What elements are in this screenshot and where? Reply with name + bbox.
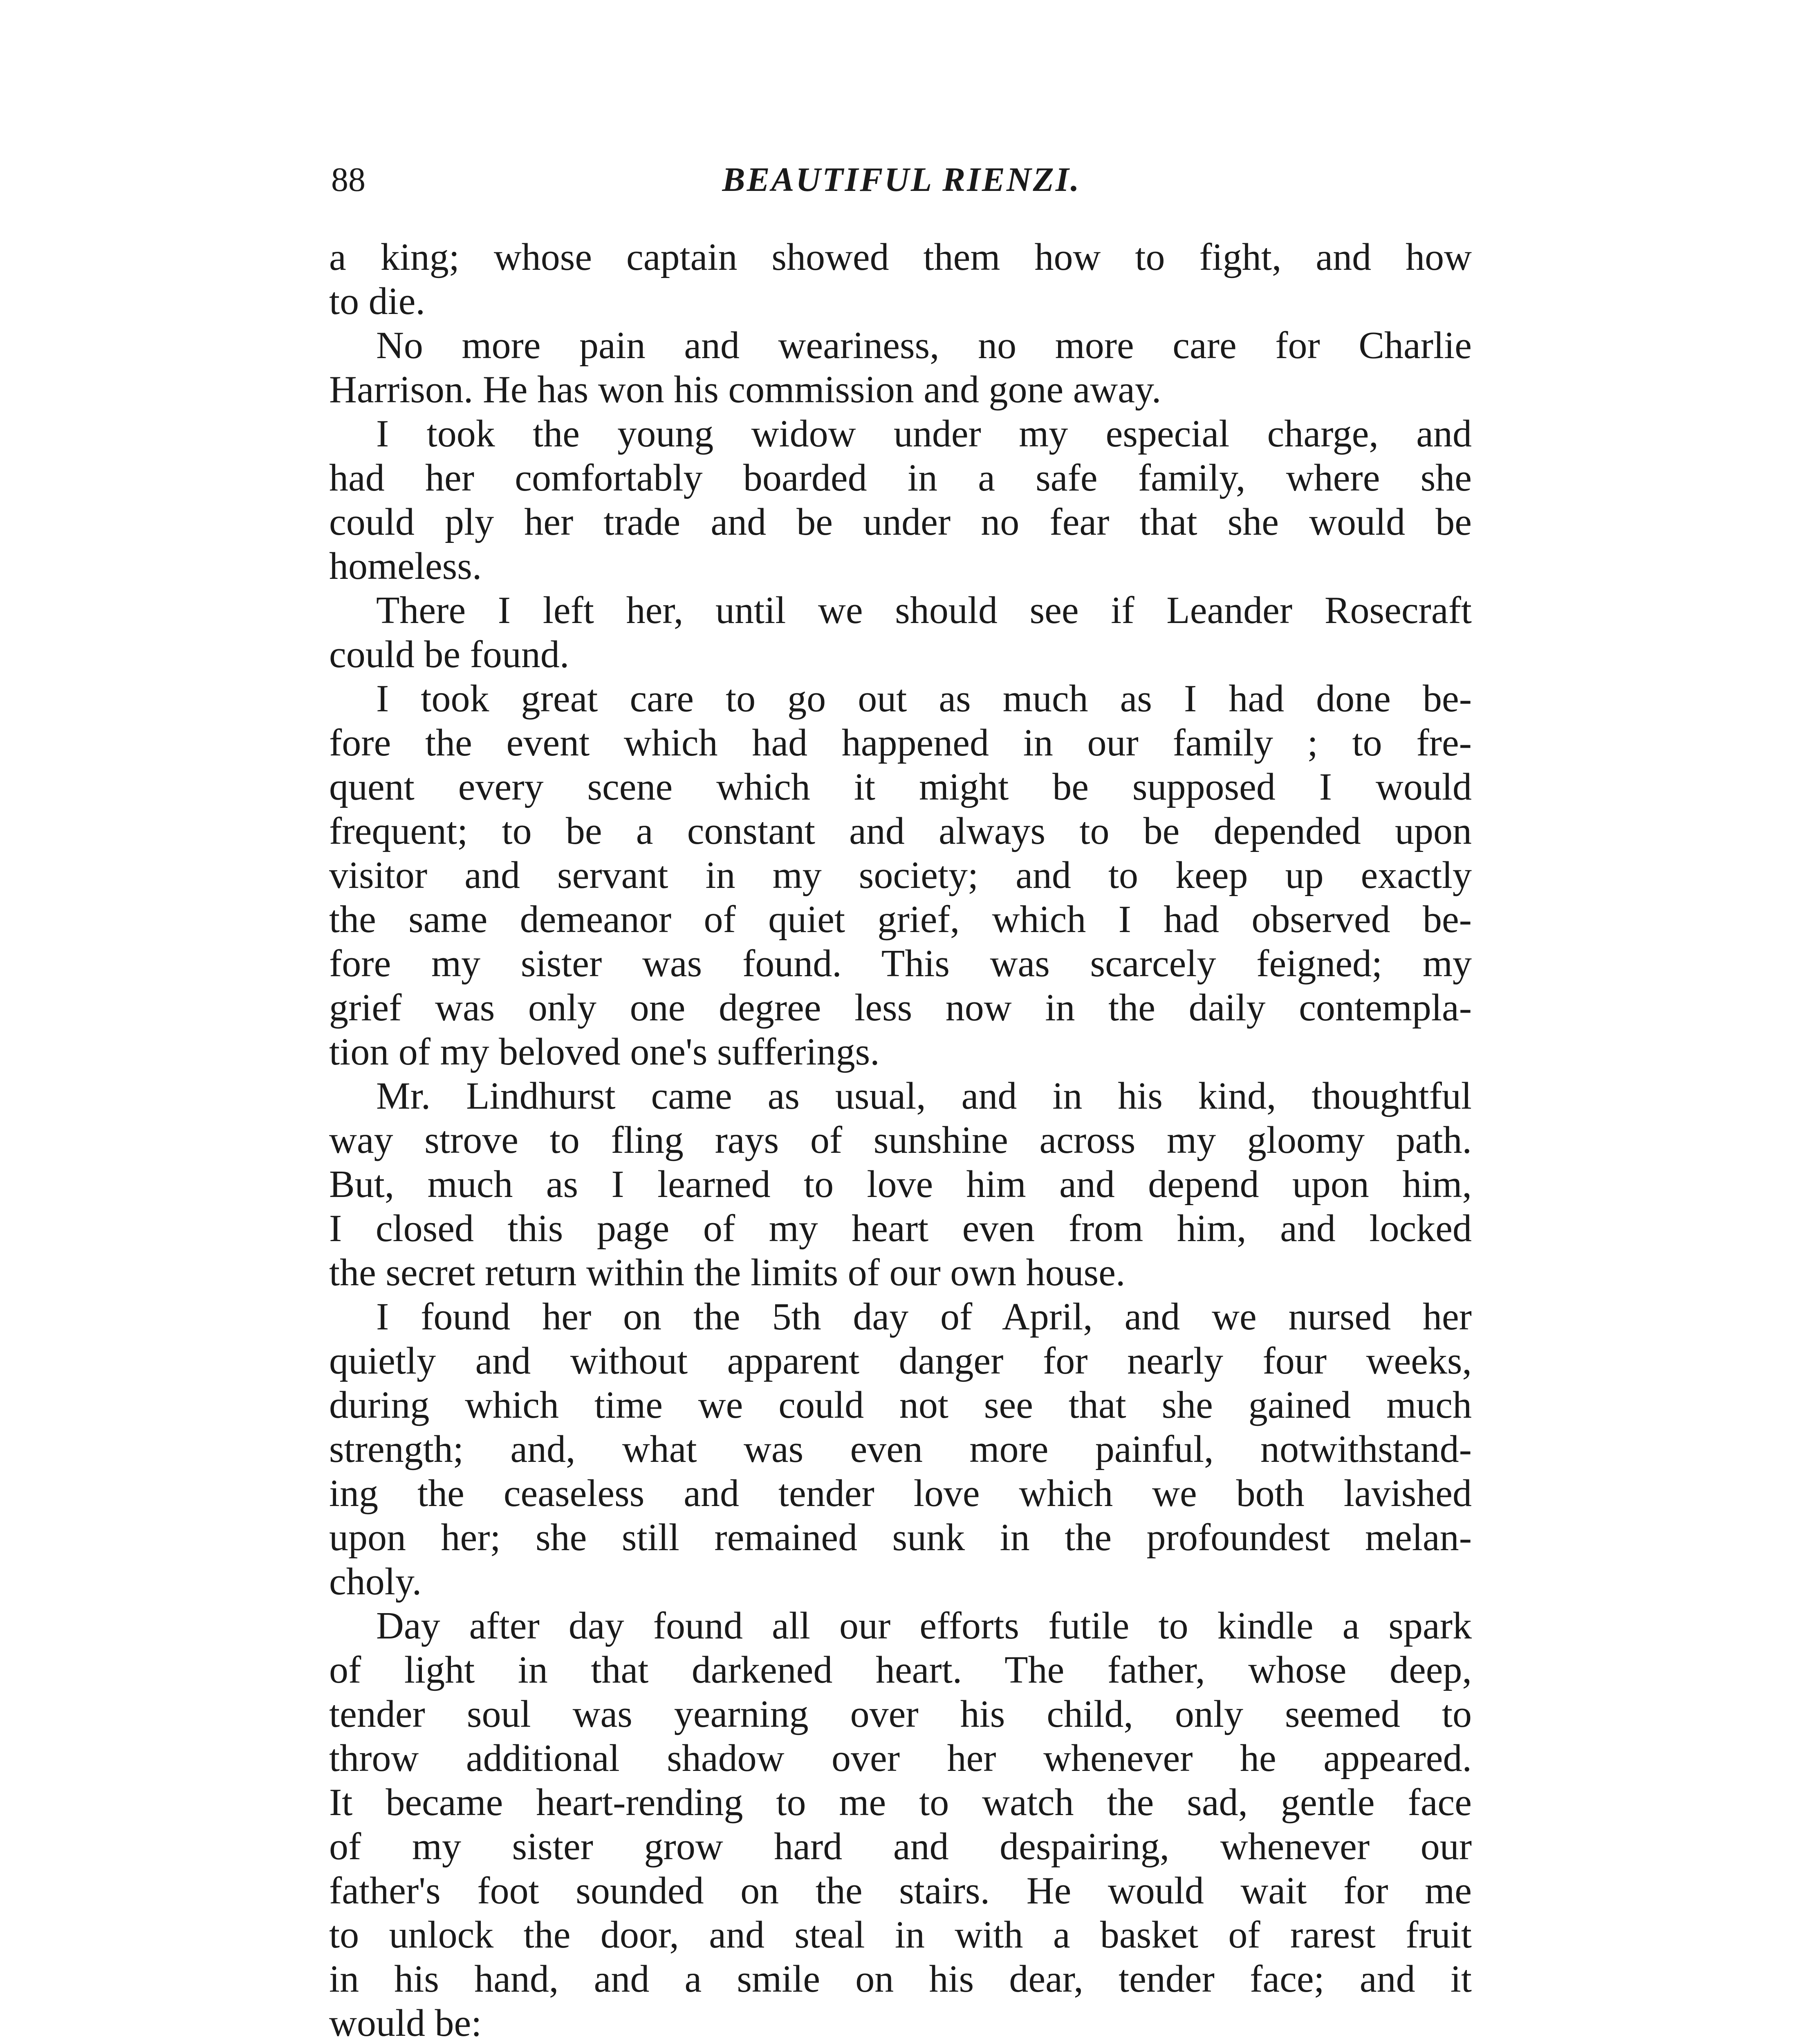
- text-line: quent every scene which it might be supposed I would: [329, 766, 1472, 808]
- body-text: [329, 235, 1472, 2044]
- text-line: I found her on the 5th day of April, and we nursed her: [376, 1295, 1472, 1338]
- text-line: No more pain and weariness, no more care for Charlie: [376, 324, 1472, 367]
- text-line: could ply her trade and be under no fear that she would be: [329, 501, 1472, 543]
- text-line: to die.: [329, 280, 425, 323]
- text-line: during which time we could not see that she gained much: [329, 1384, 1472, 1426]
- text-line: choly.: [329, 1560, 422, 1603]
- text-line: Mr. Lindhurst came as usual, and in his kind, thoughtful: [376, 1075, 1472, 1117]
- text-line: quietly and without apparent danger for nearly four weeks,: [329, 1340, 1472, 1382]
- text-line: would be:: [329, 2002, 482, 2044]
- text-line: of light in that darkened heart. The father, whose deep,: [329, 1649, 1472, 1691]
- text-line: strength; and, what was even more painful, notwithstand-: [329, 1428, 1472, 1470]
- text-line: I took the young widow under my especial charge, and: [376, 412, 1472, 455]
- text-line: I closed this page of my heart even from him, and locked: [329, 1207, 1472, 1250]
- text-line: in his hand, and a smile on his dear, tender face; and it: [329, 1958, 1472, 2000]
- text-line: tender soul was yearning over his child, only seemed to: [329, 1693, 1472, 1735]
- text-line: Day after day found all our efforts futile to kindle a spark: [376, 1605, 1472, 1647]
- text-line: I took great care to go out as much as I had done be-: [376, 677, 1472, 720]
- text-line: frequent; to be a constant and always to be depended upon: [329, 810, 1472, 852]
- text-line: visitor and servant in my society; and to keep up exactly: [329, 854, 1472, 896]
- text-line: There I left her, until we should see if Leander Rosecraft: [376, 589, 1472, 632]
- text-line: way strove to fling rays of sunshine across my gloomy path.: [329, 1119, 1472, 1161]
- text-line: the secret return within the limits of our own house.: [329, 1251, 1125, 1294]
- running-title: BEAUTIFUL RIENZI.: [722, 161, 1081, 199]
- running-head: [331, 155, 1472, 213]
- text-line: fore the event which had happened in our family ; to fre-: [329, 722, 1472, 764]
- text-line: grief was only one degree less now in the daily contempla-: [329, 986, 1472, 1029]
- text-line: could be found.: [329, 633, 569, 676]
- text-line: homeless.: [329, 545, 482, 587]
- text-line: But, much as I learned to love him and depend upon him,: [329, 1163, 1472, 1206]
- text-line: upon her; she still remained sunk in the profoundest melan-: [329, 1516, 1472, 1559]
- text-line: throw additional shadow over her whenever he appeared.: [329, 1737, 1472, 1780]
- page-number: 88: [331, 161, 365, 199]
- text-line: It became heart-rending to me to watch the sad, gentle face: [329, 1781, 1472, 1824]
- text-line: to unlock the door, and steal in with a basket of rarest fruit: [329, 1914, 1472, 1956]
- text-line: the same demeanor of quiet grief, which I had observed be-: [329, 898, 1472, 941]
- text-line: a king; whose captain showed them how to fight, and how: [329, 236, 1472, 278]
- text-line: Harrison. He has won his commission and gone away.: [329, 368, 1161, 411]
- text-line: ing the ceaseless and tender love which we both lavished: [329, 1472, 1472, 1515]
- text-line: father's foot sounded on the stairs. He would wait for me: [329, 1869, 1472, 1912]
- text-line: fore my sister was found. This was scarcely feigned; my: [329, 942, 1472, 985]
- text-line: had her comfortably boarded in a safe family, where she: [329, 457, 1472, 499]
- text-line: tion of my beloved one's sufferings.: [329, 1031, 880, 1073]
- text-line: of my sister grow hard and despairing, whenever our: [329, 1825, 1472, 1868]
